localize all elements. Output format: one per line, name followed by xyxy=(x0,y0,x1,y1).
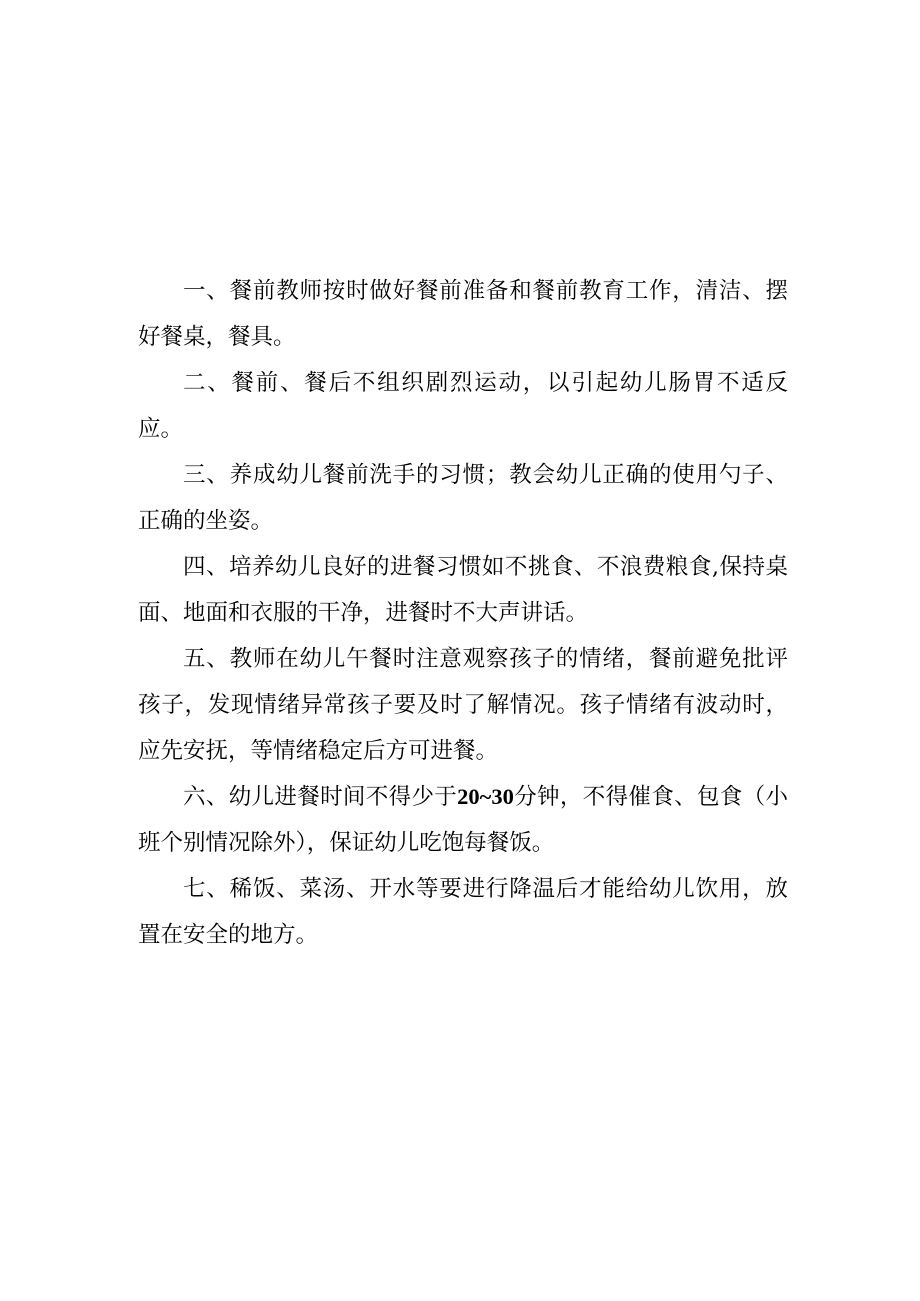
paragraph-1: 一、餐前教师按时做好餐前准备和餐前教育工作，清洁、摆好餐桌，餐具。 xyxy=(138,278,788,350)
paragraph-5: 五、教师在幼儿午餐时注意观察孩子的情绪，餐前避免批评孩子，发现情绪异常孩子要及时了解情况。孩子情绪有波动时，应先安抚，等情绪稳定后方可进餐。 xyxy=(138,646,788,764)
paragraph-3: 三、养成幼儿餐前洗手的习惯；教会幼儿正确的使用勺子、正确的坐姿。 xyxy=(138,462,788,534)
paragraph-6 xyxy=(138,774,788,866)
paragraph-7: 七、稀饭、菜汤、开水等要进行降温后才能给幼儿饮用，放置在安全的地方。 xyxy=(138,876,788,948)
paragraph-2: 二、餐前、餐后不组织剧烈运动，以引起幼儿肠胃不适反应。 xyxy=(138,370,788,442)
paragraph-4: 四、培养幼儿良好的进餐习惯如不挑食、不浪费粮食,保持桌面、地面和衣服的干净，进餐时不大声讲话。 xyxy=(138,554,788,626)
paragraph-6-suffix: 分钟，不得催食、包食（小班个别情况除外），保证幼儿吃饱每餐饭。 xyxy=(138,784,788,856)
document-body xyxy=(138,268,788,958)
paragraph-6-prefix: 六、幼儿进餐时间不得少于 xyxy=(183,784,458,810)
meal-duration-number: 20~30 xyxy=(457,784,514,809)
